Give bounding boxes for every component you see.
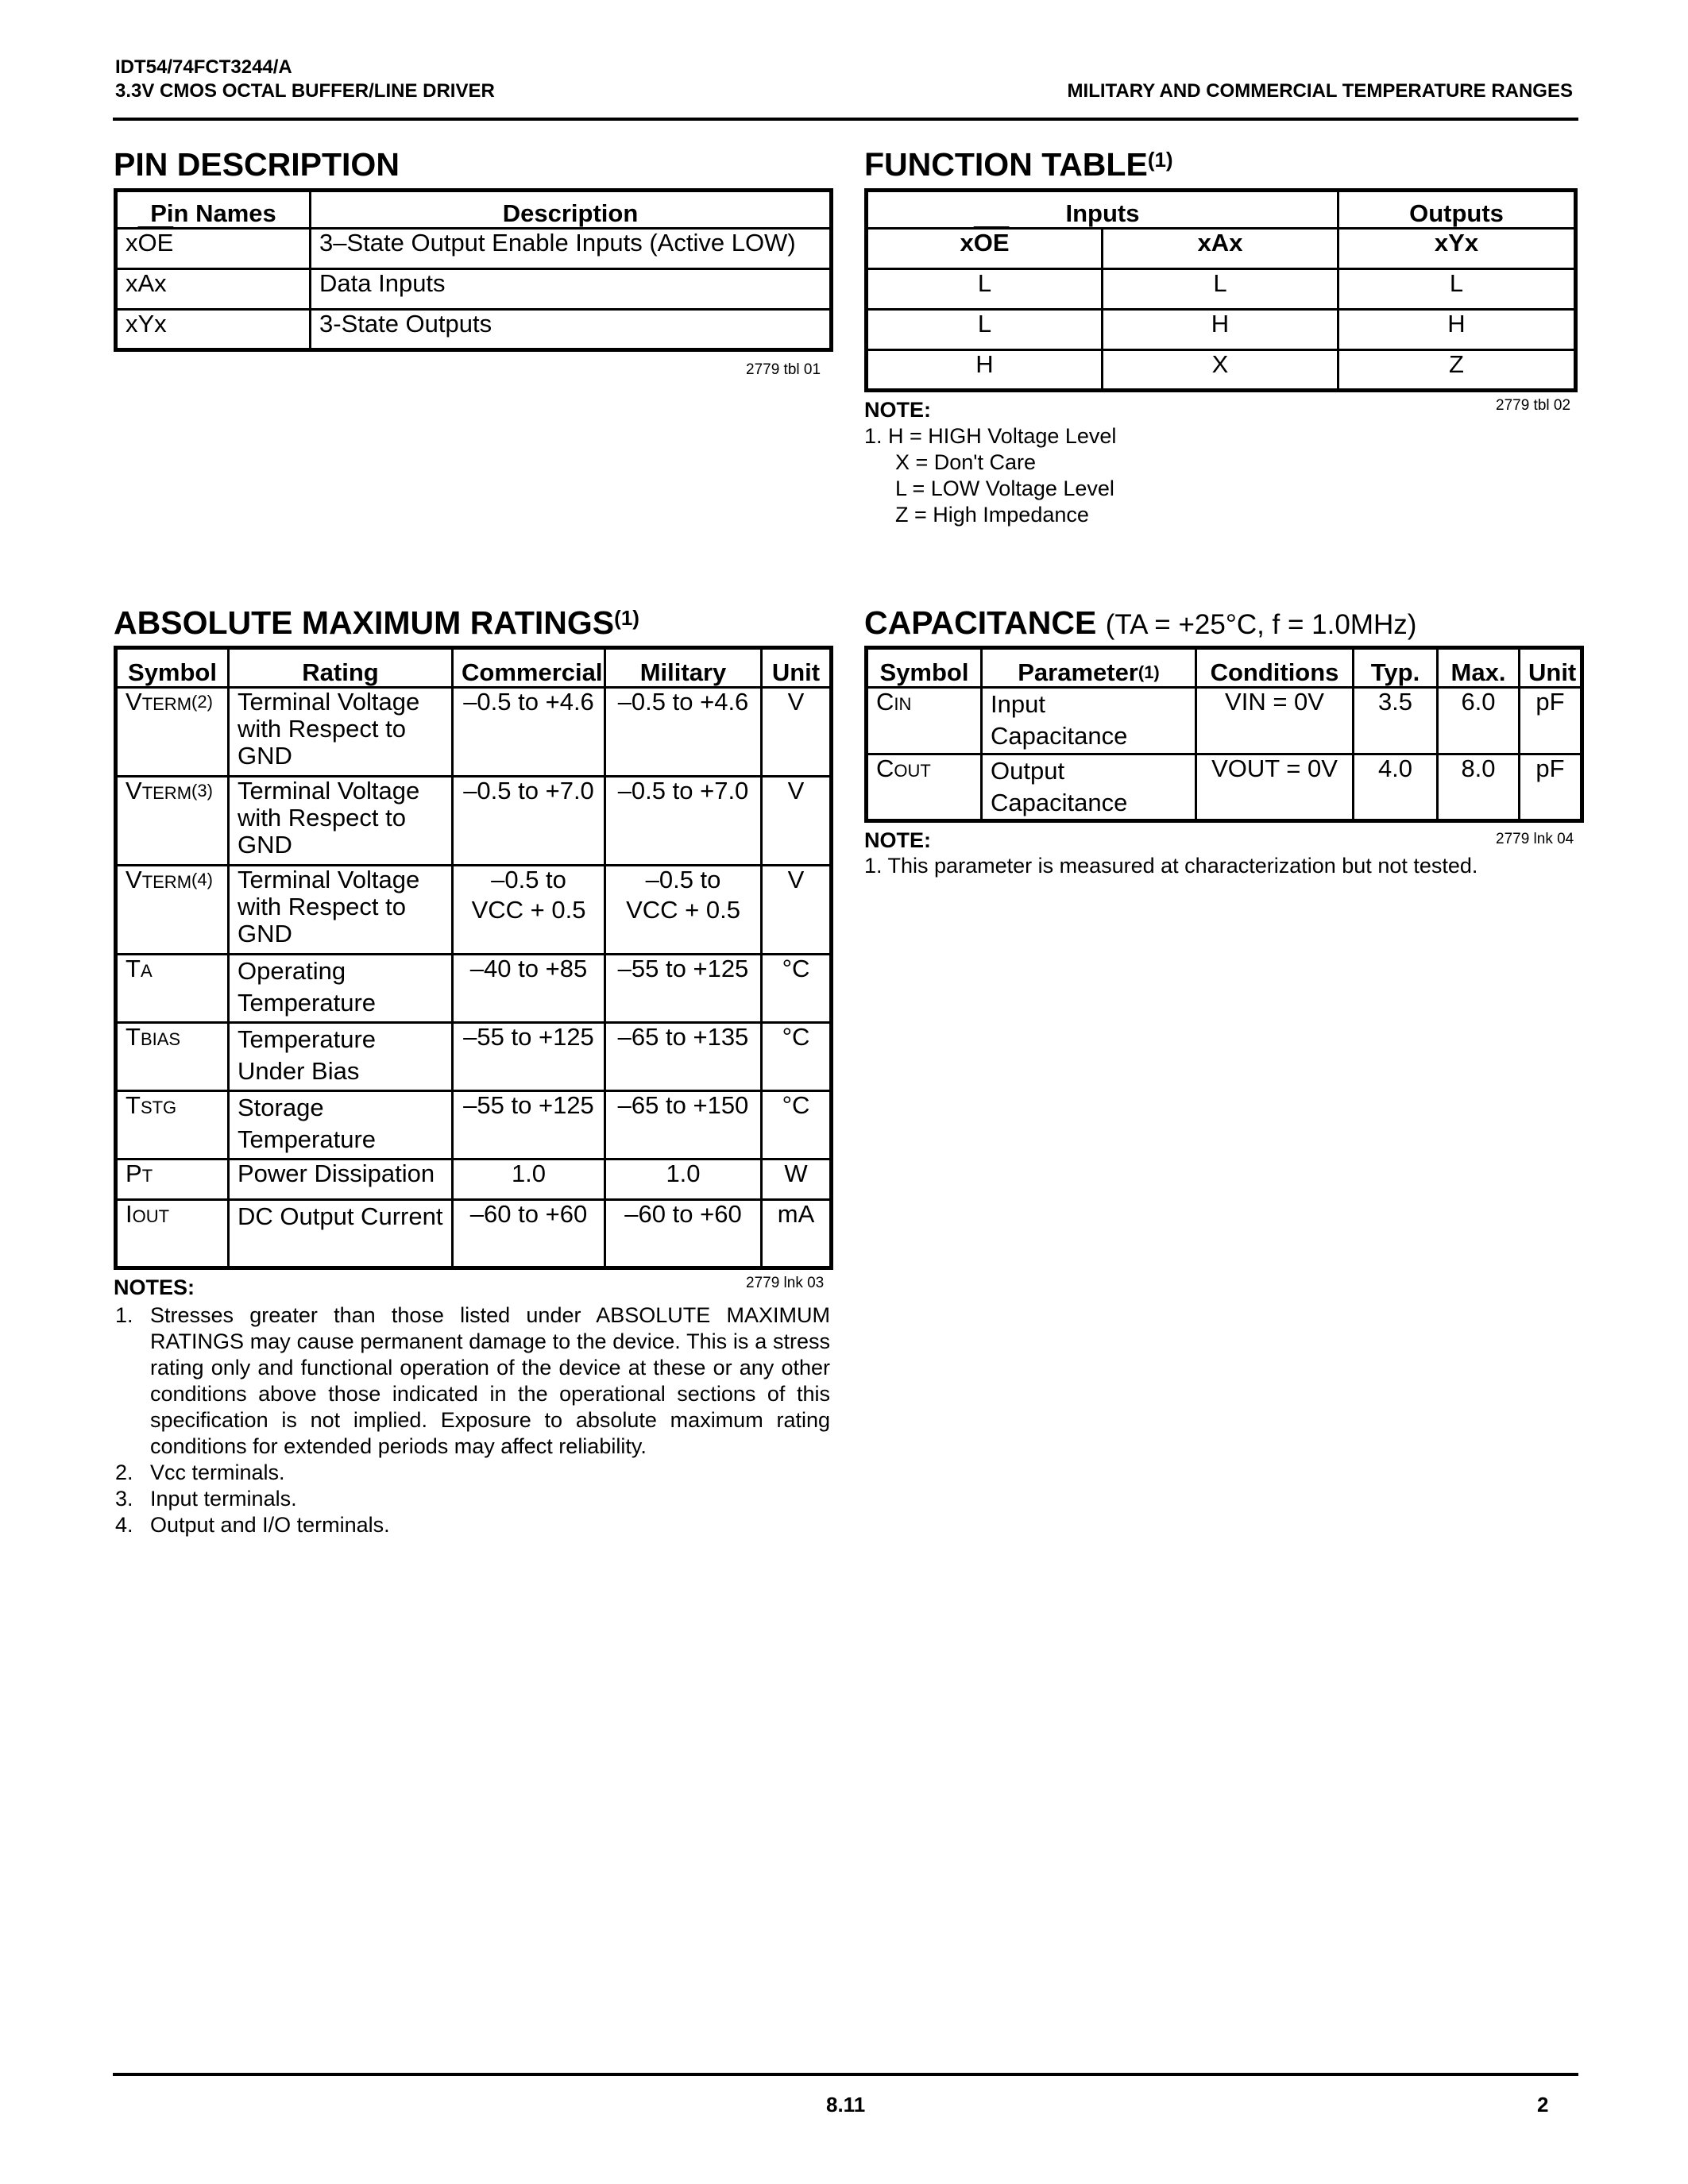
outputs-header: Outputs <box>1338 191 1576 229</box>
symbol: VTERM$^{(2)}$ <box>116 688 229 777</box>
rating: Terminal Voltage with Respect to GND <box>229 866 453 955</box>
symbol: TSTG <box>116 1091 229 1160</box>
unit: pF <box>1520 754 1582 821</box>
table-ref: 2779 lnk 04 <box>1496 831 1574 847</box>
table-row <box>867 269 1576 310</box>
pin-name: xAx <box>116 269 311 310</box>
list-item: 2. Vcc terminals. <box>115 1461 285 1484</box>
cell: X <box>1103 350 1338 391</box>
pin-name: xYx <box>116 310 311 350</box>
parameter: Output Capacitance <box>982 754 1196 821</box>
unit: °C <box>762 955 832 1023</box>
header-right: MILITARY AND COMMERCIAL TEMPERATURE RANGES <box>1067 80 1573 102</box>
table-row <box>116 1160 832 1200</box>
table-row <box>867 350 1576 391</box>
list-item: 1. Stresses greater than those listed under ABSOLUTE MAXIMUM RATINGS may cause permanent damage to the device. This is a stress rating only and functional operation of the device at these or any other conditions above those indicated in the operational sections of this specification is not implied. Exposure to absolute maximum rating conditions for extended periods may affect reliability. <box>115 1303 830 1458</box>
rating: Power Dissipation <box>229 1160 453 1200</box>
part-number: IDT54/74FCT3244/A <box>115 56 292 78</box>
cell: H <box>867 350 1103 391</box>
rating: DC Output Current <box>229 1200 453 1268</box>
device-subtitle: 3.3V CMOS OCTAL BUFFER/LINE DRIVER <box>115 80 495 102</box>
col-xyx: xYx <box>1338 229 1576 269</box>
capacitance-title: CAPACITANCE (TA = +25°C, f = 1.0MHz) <box>864 604 1417 641</box>
pin-desc: 3–State Output Enable Inputs (Active LOW) <box>311 229 832 269</box>
cell: H <box>1338 310 1576 350</box>
pin-name: $x\overline{OE}$ <box>116 229 311 269</box>
abs-max-table <box>114 646 833 1270</box>
pin-description-table <box>114 188 833 352</box>
note-heading: NOTE: <box>864 828 931 852</box>
conditions: VIN = 0V <box>1196 688 1354 754</box>
max: 6.0 <box>1438 688 1520 754</box>
unit: W <box>762 1160 832 1200</box>
cell: L <box>1103 269 1338 310</box>
rating: Storage Temperature <box>229 1091 453 1160</box>
max: 8.0 <box>1438 754 1520 821</box>
note-line: L = LOW Voltage Level <box>895 477 1114 500</box>
col-commercial: Commercial <box>453 648 605 688</box>
col-unit: Unit <box>762 648 832 688</box>
col-description: Description <box>311 191 832 229</box>
table-row <box>116 1200 832 1268</box>
note-line: X = Don't Care <box>895 450 1036 474</box>
unit: mA <box>762 1200 832 1268</box>
parameter: Input Capacitance <box>982 688 1196 754</box>
col-pin-names: Pin Names <box>116 191 311 229</box>
abs-max-title: ABSOLUTE MAXIMUM RATINGS$^{(1)}$ <box>114 604 639 641</box>
header-rule <box>113 118 1578 121</box>
cell: L <box>867 269 1103 310</box>
rating: Terminal Voltage with Respect to GND <box>229 777 453 866</box>
note-heading: NOTE: <box>864 398 931 422</box>
typ: 3.5 <box>1354 688 1438 754</box>
table-ref: 2779 tbl 02 <box>1496 397 1571 414</box>
table-row <box>116 1091 832 1160</box>
conditions: VOUT = 0V <box>1196 754 1354 821</box>
symbol: VTERM$^{(4)}$ <box>116 866 229 955</box>
table-row <box>116 269 832 310</box>
inputs-header: Inputs <box>867 191 1338 229</box>
table-ref: 2779 tbl 01 <box>746 361 821 378</box>
pin-description-title: PIN DESCRIPTION <box>114 146 400 183</box>
col-military: Military <box>605 648 762 688</box>
unit: V <box>762 866 832 955</box>
table-row <box>116 688 832 777</box>
commercial: –55 to +125 <box>453 1023 605 1091</box>
commercial: –0.5 to +4.6 <box>453 688 605 777</box>
pin-desc: 3-State Outputs <box>311 310 832 350</box>
unit: V <box>762 777 832 866</box>
cell: L <box>1338 269 1576 310</box>
symbol: IOUT <box>116 1200 229 1268</box>
commercial: –60 to +60 <box>453 1200 605 1268</box>
table-row <box>867 310 1576 350</box>
list-item: 4. Output and I/O terminals. <box>115 1513 390 1537</box>
table-row <box>116 1023 832 1091</box>
pin-desc: Data Inputs <box>311 269 832 310</box>
table-row <box>867 688 1582 754</box>
col-typ: Typ. <box>1354 648 1438 688</box>
cell: Z <box>1338 350 1576 391</box>
section-number: 8.11 <box>826 2093 866 2116</box>
cell: L <box>867 310 1103 350</box>
military: –60 to +60 <box>605 1200 762 1268</box>
symbol: VTERM$^{(3)}$ <box>116 777 229 866</box>
col-max: Max. <box>1438 648 1520 688</box>
table-row <box>116 866 832 955</box>
list-item: 3. Input terminals. <box>115 1487 297 1511</box>
header-left <box>115 56 495 103</box>
rating: Terminal Voltage with Respect to GND <box>229 688 453 777</box>
col-conditions: Conditions <box>1196 648 1354 688</box>
symbol: TA <box>116 955 229 1023</box>
footer-rule <box>113 2073 1578 2076</box>
rating: Temperature Under Bias <box>229 1023 453 1091</box>
table-ref: 2779 lnk 03 <box>746 1275 825 1291</box>
page-number: 2 <box>1537 2093 1549 2116</box>
commercial: –40 to +85 <box>453 955 605 1023</box>
note-line: Z = High Impedance <box>895 503 1089 527</box>
cell: H <box>1103 310 1338 350</box>
military: –0.5 to VCC + 0.5 <box>605 866 762 955</box>
table-row <box>867 754 1582 821</box>
military: 1.0 <box>605 1160 762 1200</box>
capacitance-table <box>864 646 1584 823</box>
military: –65 to +150 <box>605 1091 762 1160</box>
table-row <box>116 955 832 1023</box>
col-rating: Rating <box>229 648 453 688</box>
col-xax: xAx <box>1103 229 1338 269</box>
col-symbol: Symbol <box>116 648 229 688</box>
table-row <box>116 229 832 269</box>
function-table-title: FUNCTION TABLE$^{(1)}$ <box>864 146 1173 183</box>
unit: °C <box>762 1091 832 1160</box>
unit: V <box>762 688 832 777</box>
table-row <box>116 310 832 350</box>
commercial: –0.5 to +7.0 <box>453 777 605 866</box>
military: –65 to +135 <box>605 1023 762 1091</box>
military: –55 to +125 <box>605 955 762 1023</box>
typ: 4.0 <box>1354 754 1438 821</box>
military: –0.5 to +4.6 <box>605 688 762 777</box>
symbol: COUT <box>867 754 982 821</box>
symbol: TBIAS <box>116 1023 229 1091</box>
col-oe: $x\overline{OE}$ <box>867 229 1103 269</box>
commercial: –0.5 to VCC + 0.5 <box>453 866 605 955</box>
unit: pF <box>1520 688 1582 754</box>
note-line: 1. This parameter is measured at characterization but not tested. <box>864 854 1478 878</box>
function-table <box>864 188 1578 392</box>
notes-heading: NOTES: <box>114 1275 195 1299</box>
symbol: CIN <box>867 688 982 754</box>
symbol: PT <box>116 1160 229 1200</box>
military: –0.5 to +7.0 <box>605 777 762 866</box>
col-parameter: Parameter$^{(1)}$ <box>982 648 1196 688</box>
rating: Operating Temperature <box>229 955 453 1023</box>
col-symbol: Symbol <box>867 648 982 688</box>
commercial: –55 to +125 <box>453 1091 605 1160</box>
table-row <box>116 777 832 866</box>
col-unit: Unit <box>1520 648 1582 688</box>
commercial: 1.0 <box>453 1160 605 1200</box>
unit: °C <box>762 1023 832 1091</box>
note-line: 1. H = HIGH Voltage Level <box>864 424 1117 448</box>
abs-max-notes <box>115 1302 830 1538</box>
